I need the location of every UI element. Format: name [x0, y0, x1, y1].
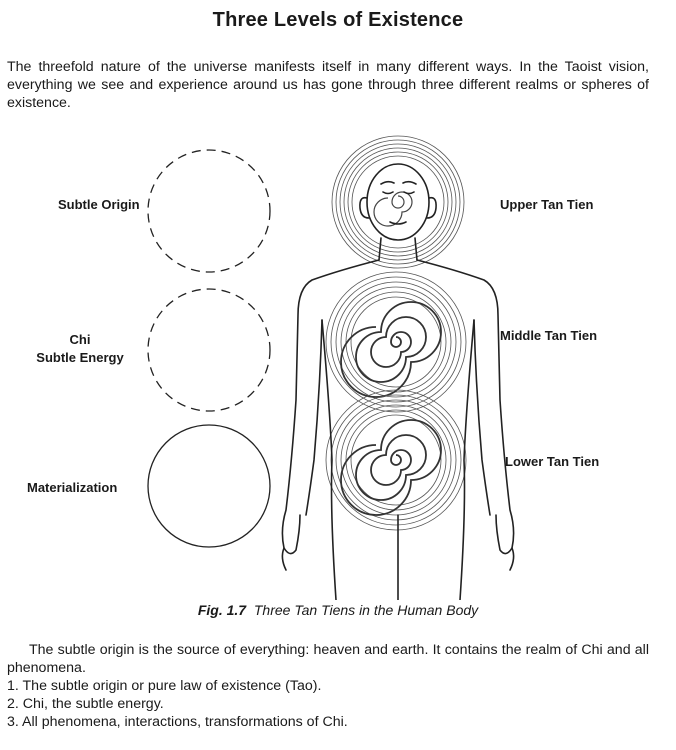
middle-tan-tien-spiral — [326, 272, 466, 412]
label-lower-tan-tien: Lower Tan Tien — [505, 454, 600, 469]
list-item: 2. Chi, the subtle energy. — [7, 696, 164, 712]
label-materialization: Materialization — [27, 480, 118, 495]
label-subtle-origin: Subtle Origin — [58, 197, 140, 212]
label-chi-group — [26, 331, 134, 367]
label-subtle-energy: Subtle Energy — [36, 350, 124, 365]
caption-number: Fig. 1.7 — [197, 602, 247, 618]
body-text — [7, 641, 649, 731]
list-item: 3. All phenomena, interactions, transformations of Chi. — [7, 714, 348, 730]
materialization-circle — [148, 425, 270, 547]
body-paragraph: The subtle origin is the source of everything: heaven and earth. It contains the realm of Chi and all phenomena. — [7, 642, 649, 676]
label-middle-tan-tien: Middle Tan Tien — [500, 328, 598, 343]
page-title: Three Levels of Existence — [212, 9, 464, 31]
list-item: 1. The subtle origin or pure law of existence (Tao). — [7, 678, 322, 694]
head — [367, 164, 429, 240]
caption-text: Three Tan Tiens in the Human Body — [253, 602, 479, 618]
label-chi: Chi — [69, 332, 91, 347]
figure — [0, 130, 676, 600]
label-upper-tan-tien: Upper Tan Tien — [500, 197, 594, 212]
intro-paragraph: The threefold nature of the universe manifests itself in many different ways. In the Taoist vision, everything we see and experience around us has gone through three different realms or spheres of existence. — [7, 59, 649, 111]
lower-tan-tien-spiral — [326, 390, 466, 530]
levels-list — [7, 677, 649, 731]
figure-caption — [0, 602, 676, 618]
subtle-energy-circle — [148, 289, 270, 411]
human-body-outline — [282, 164, 513, 600]
subtle-origin-circle — [148, 150, 270, 272]
